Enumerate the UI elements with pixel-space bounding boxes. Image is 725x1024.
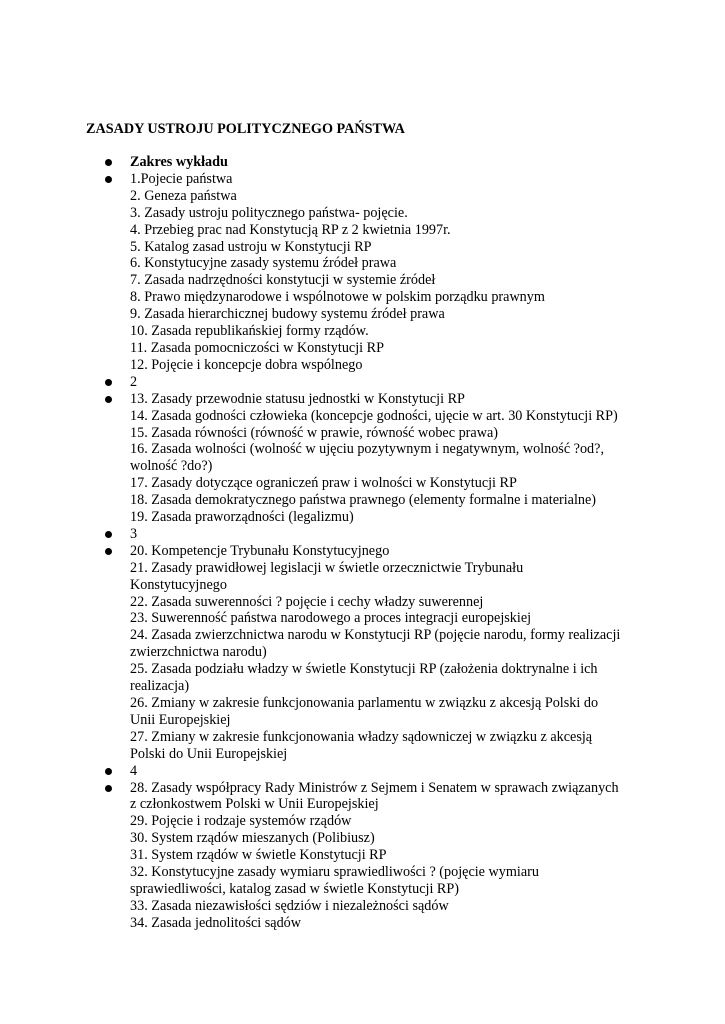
outline-line: 30. System rządów mieszanych (Polibiusz) xyxy=(130,830,375,847)
outline-line: sprawiedliwości, katalog zasad w świetle Konstytucji RP) xyxy=(130,880,460,897)
bullet-icon xyxy=(105,176,112,183)
bullet-icon xyxy=(105,531,112,538)
outline-heading: Zakres wykładu xyxy=(130,154,228,170)
outline-line: z członkostwem Polski w Unii Europejskiej xyxy=(130,796,379,813)
lecture-outline xyxy=(0,154,725,932)
outline-line: 8. Prawo międzynarodowe i wspólnotowe w polskim porządku prawnym xyxy=(130,289,545,306)
outline-line: 10. Zasada republikańskiej formy rządów. xyxy=(130,323,369,340)
outline-line: 23. Suwerenność państwa narodowego a proces integracji europejskiej xyxy=(130,610,532,627)
outline-heading: 4 xyxy=(130,762,138,779)
outline-line: 7. Zasada nadrzędności konstytucji w systemie źródeł xyxy=(130,272,436,289)
outline-line: 5. Katalog zasad ustroju w Konstytucji RP xyxy=(130,238,372,255)
outline-line: 25. Zasada podziału władzy w świetle Konstytucji RP (założenia doktrynalne i ich xyxy=(130,661,598,678)
outline-line: Konstytucyjnego xyxy=(130,576,227,593)
outline-line: 18. Zasada demokratycznego państwa prawnego (elementy formalne i materialne) xyxy=(130,492,597,509)
outline-heading: 20. Kompetencje Trybunału Konstytucyjnego xyxy=(130,542,390,559)
bullet-icon xyxy=(105,159,112,166)
outline-line: 26. Zmiany w zakresie funkcjonowania parlamentu w związku z akcesją Polski do xyxy=(130,695,599,711)
outline-line: 15. Zasada równości (równość w prawie, równość wobec prawa) xyxy=(130,424,498,441)
outline-heading: 3 xyxy=(130,525,138,542)
outline-heading: 13. Zasady przewodnie statusu jednostki w Konstytucji RP xyxy=(130,390,465,407)
outline-line: 22. Zasada suwerenności ? pojęcie i cechy władzy suwerennej xyxy=(130,593,484,610)
outline-item xyxy=(0,391,650,526)
outline-line: 34. Zasada jednolitości sądów xyxy=(130,914,301,931)
outline-item xyxy=(0,543,650,763)
outline-line: 33. Zasada niezawisłości sędziów i niezależności sądów xyxy=(130,897,449,914)
outline-line: 4. Przebieg prac nad Konstytucją RP z 2 kwietnia 1997r. xyxy=(130,221,451,238)
outline-heading: 2 xyxy=(130,373,138,390)
outline-line: 21. Zasady prawidłowej legislacji w świetle orzecznictwie Trybunału xyxy=(130,559,524,576)
outline-line: 6. Konstytucyjne zasady systemu źródeł prawa xyxy=(130,255,397,272)
document-title: ZASADY USTROJU POLITYCZNEGO PAŃSTWA xyxy=(86,121,405,137)
outline-line: realizacja) xyxy=(130,678,190,695)
outline-line: 27. Zmiany w zakresie funkcjonowania władzy sądowniczej w związku z akcesją xyxy=(130,728,593,745)
outline-item xyxy=(0,526,650,543)
outline-heading: 1.Pojecie państwa xyxy=(130,170,233,187)
outline-item xyxy=(0,763,650,780)
outline-line: 14. Zasada godności człowieka (koncepcje godności, ujęcie w art. 30 Konstytucji RP) xyxy=(130,407,618,424)
outline-line: 31. System rządów w świetle Konstytucji RP xyxy=(130,847,387,864)
outline-line: 3. Zasady ustroju politycznego państwa- pojęcie. xyxy=(130,204,408,221)
outline-line: 9. Zasada hierarchicznej budowy systemu źródeł prawa xyxy=(130,306,445,323)
bullet-icon xyxy=(105,379,112,386)
outline-line: 32. Konstytucyjne zasady wymiaru sprawiedliwości ? (pojęcie wymiaru xyxy=(130,864,539,881)
outline-line: 11. Zasada pomocniczości w Konstytucji RP xyxy=(130,339,385,356)
outline-item xyxy=(0,780,650,932)
outline-line: 12. Pojęcie i koncepcje dobra wspólnego xyxy=(130,356,363,373)
outline-line: 2. Geneza państwa xyxy=(130,187,237,204)
outline-item xyxy=(0,374,650,391)
outline-item xyxy=(0,171,650,374)
bullet-icon xyxy=(105,768,112,775)
outline-line: Unii Europejskiej xyxy=(130,711,231,728)
bullet-icon xyxy=(105,548,112,555)
outline-line: zwierzchnictwa narodu) xyxy=(130,644,267,661)
outline-heading: 28. Zasady współpracy Rady Ministrów z Sejmem i Senatem w sprawach związanych xyxy=(130,779,619,796)
outline-line: 16. Zasada wolności (wolność w ujęciu pozytywnym i negatywnym, wolność ?od?, xyxy=(130,441,604,458)
outline-line: 29. Pojęcie i rodzaje systemów rządów xyxy=(130,813,352,830)
bullet-icon xyxy=(105,396,112,403)
outline-line: Polski do Unii Europejskiej xyxy=(130,745,288,762)
outline-line: wolność ?do?) xyxy=(130,458,213,475)
outline-item xyxy=(0,154,650,171)
bullet-icon xyxy=(105,785,112,792)
outline-line: 24. Zasada zwierzchnictwa narodu w Konstytucji RP (pojęcie narodu, formy realizacji xyxy=(130,627,621,644)
outline-line: 17. Zasady dotyczące ograniczeń praw i wolności w Konstytucji RP xyxy=(130,475,517,492)
outline-line: 19. Zasada praworządności (legalizmu) xyxy=(130,509,354,526)
